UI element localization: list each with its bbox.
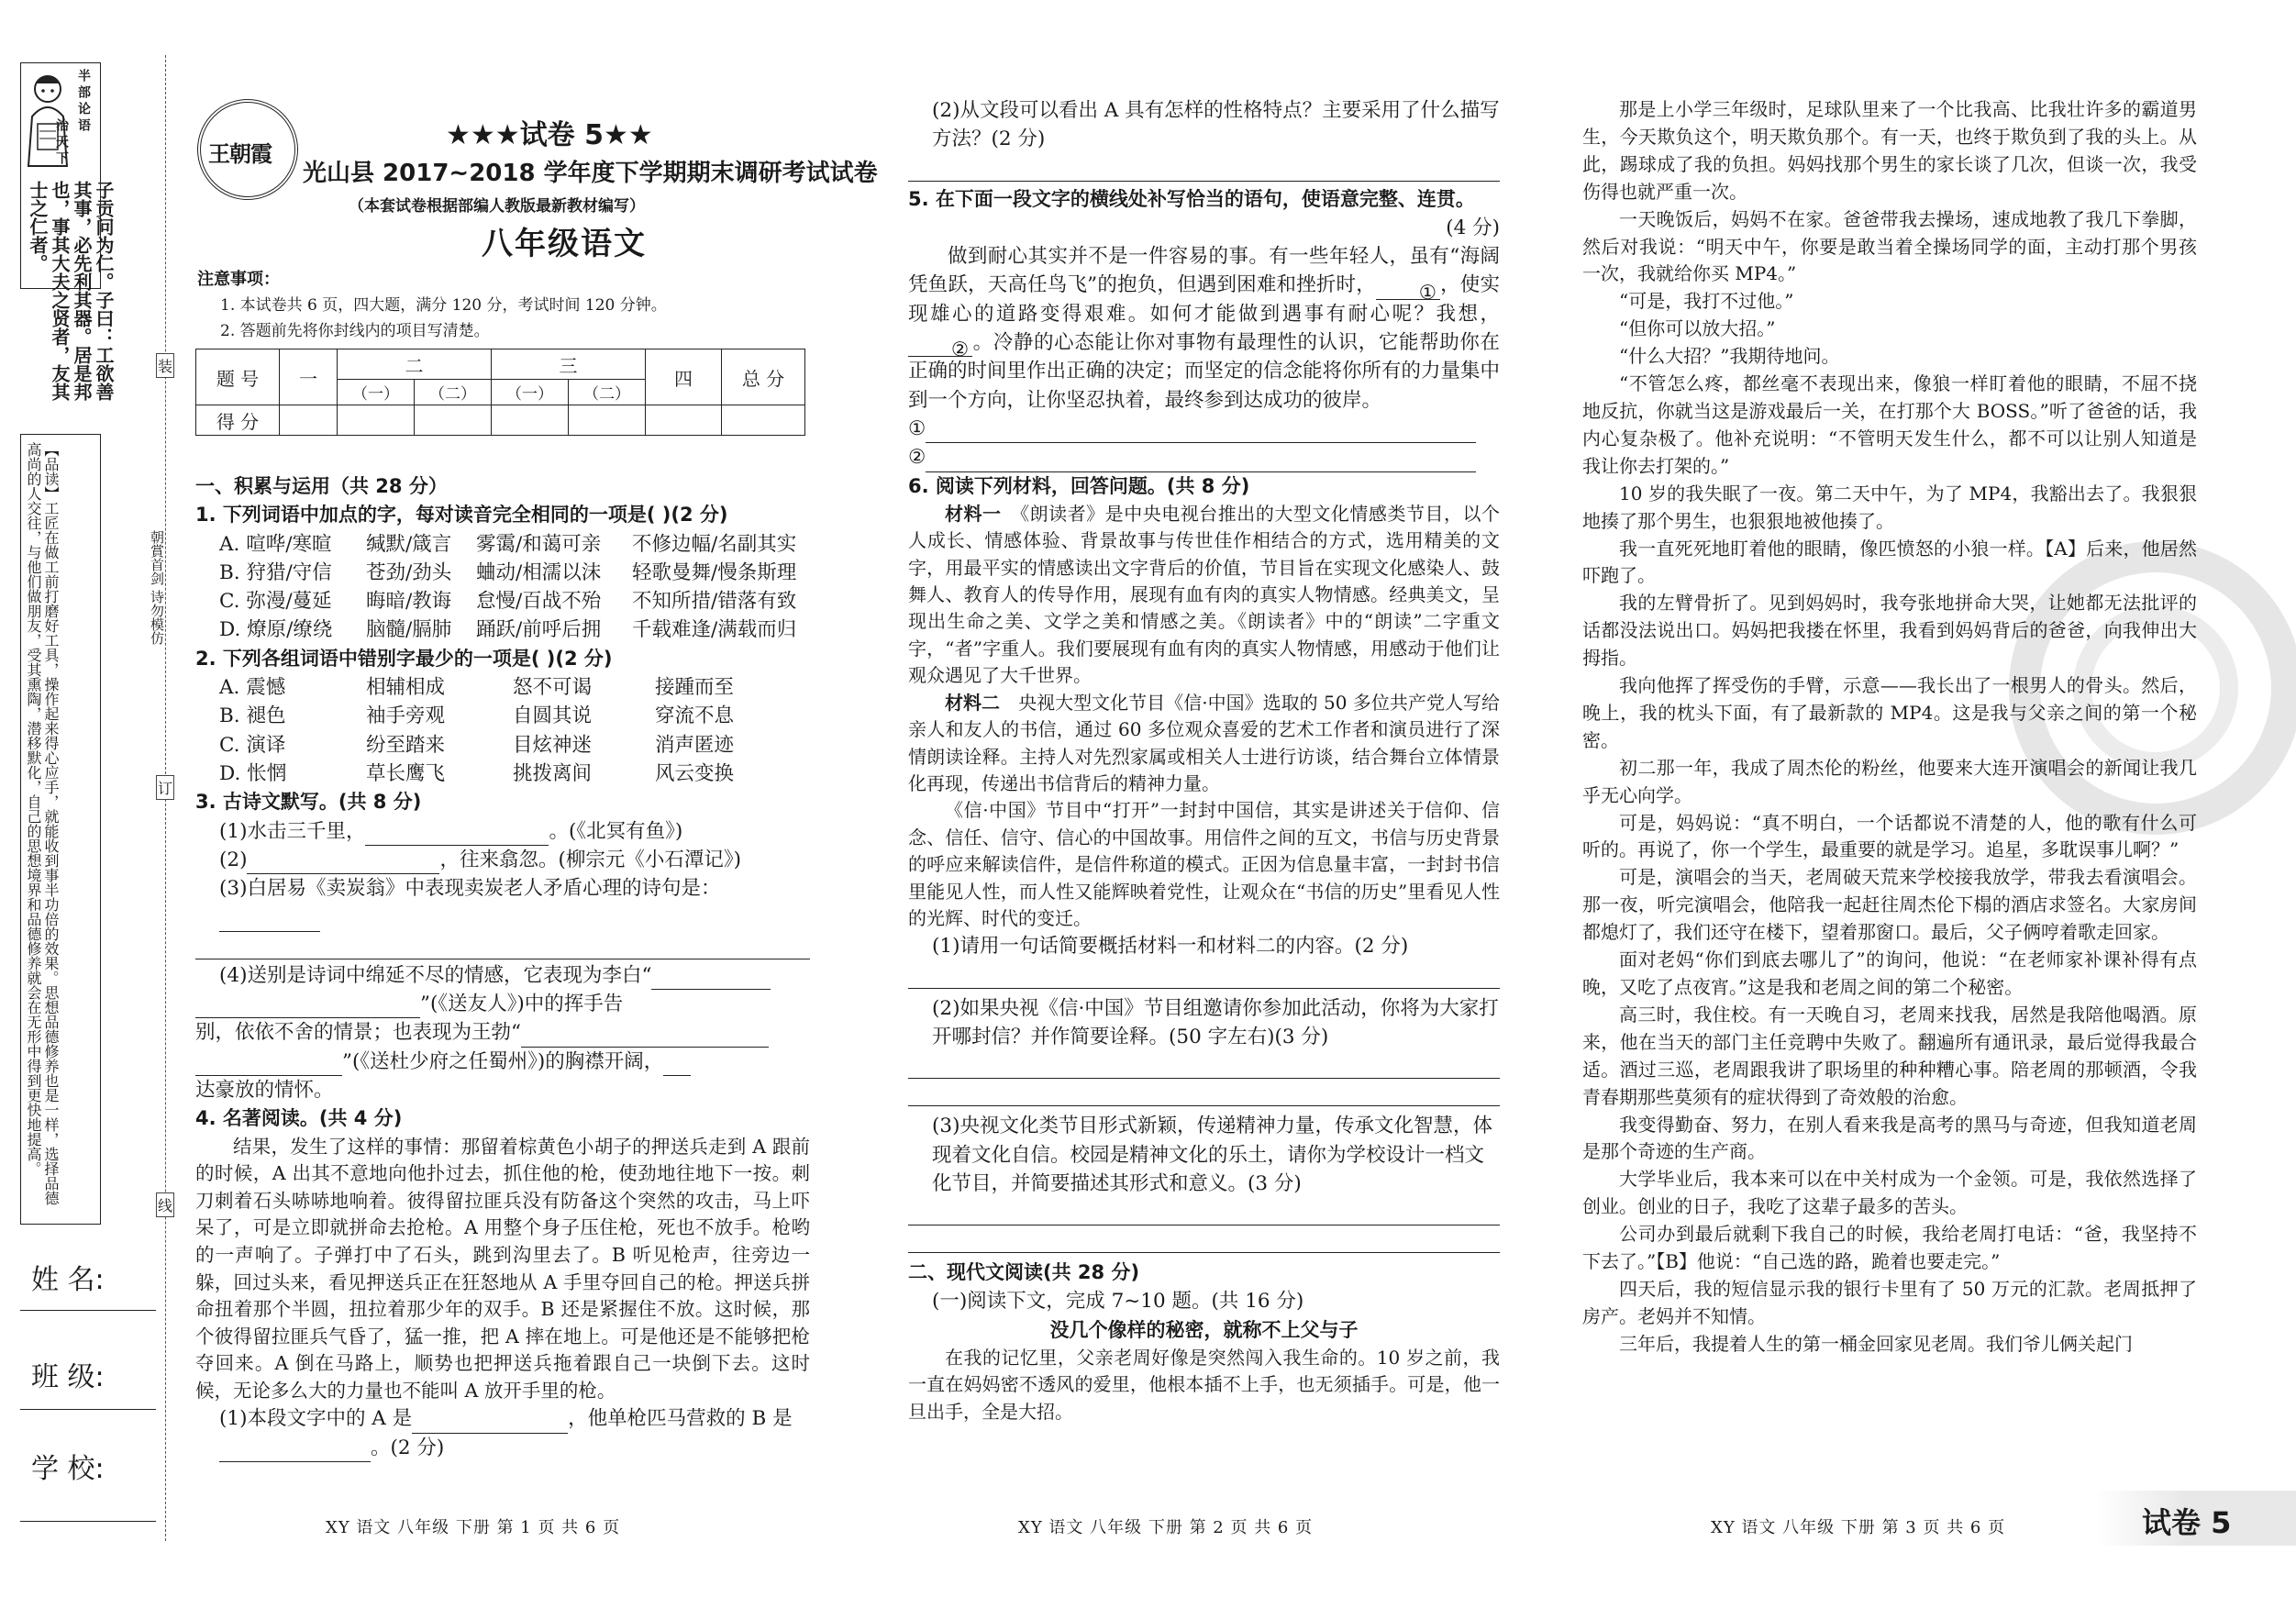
essay-paragraph: 在我的记忆里，父亲老周好像是突然闯入我生命的。10 岁之前，我一直在妈妈密不透风的爱里，他根本插不上手，也无须插手。可是，他一旦出手，全是大招。 xyxy=(908,1347,1500,1423)
class-field[interactable] xyxy=(20,1409,156,1410)
q5-text-1: 做到耐心其实并不是一件容易的事。有一些年轻人，虽有“海阔凭鱼跃，天高任鸟飞”的抱负，但遇到困难和挫折时， xyxy=(908,245,1500,297)
essay-paragraph: 10 岁的我失眠了一夜。第二天中午，为了 MP4，我豁出去了。我狠狠地揍了那个男生，也狠狠地被他揍了。 xyxy=(1582,482,2197,532)
q2-option-word: 相辅相成 xyxy=(366,676,446,700)
q4-1-text-b: ，他单枪匹马营救的 B 是 xyxy=(568,1407,793,1431)
essay-paragraph: 面对老妈“你们到底去哪儿了”的询问，他说：“在老师家补课补得有点晚，又吃了点夜宵。”这是我和老周之间的第二个秘密。 xyxy=(1582,948,2197,998)
q2-option-word: 纷至踏来 xyxy=(366,733,446,757)
q3-3 xyxy=(195,874,810,932)
q6-2: (2)如果央视《信·中国》节目组邀请你参加此活动，你将为大家打开哪封信？并作简要诠释。(50 字左右)(3 分) xyxy=(932,996,1499,1048)
score-cell[interactable] xyxy=(415,405,492,436)
q5-answer-1 xyxy=(908,415,1500,443)
q4-passage: 结果，发生了这样的事情：那留着棕黄色小胡子的押送兵走到 A 跟前的时候，A 出其不意地向他扑过去，抓住他的枪，使劲地往地下一按。刺刀刺着石头哧哧地响着。彼得留拉匪兵没有防备这个突然的攻击，马上吓呆了，可是立即就拼命去抢枪。A 用整个身子压住枪，死也不放手。枪哟的一声响了。子弹打中了石头，跳到沟里去了。B 听见枪声，往旁边一躲，回过头来，看见押送兵正在狂怒地从 A 手里夺回自己的枪。押送兵拼命扭着那个半圆，扭拉着那少年的双手。B 还是紧握住不放。这时候，那个彼得留拉匪兵气昏了，猛一推，把 A 摔在地上。可是他还是不能够把枪夺回来。A 倒在马路上，顺势也把押送兵拖着跟自己一块倒下去。这时候，无论多么大的力量也不能叫 A 放开手里的枪。 xyxy=(195,1135,810,1402)
q1-option-word: 不知所措/错落有致 xyxy=(632,590,797,614)
column-3 xyxy=(1582,96,2197,1359)
material-2-text: 央视大型文化节目《信·中国》选取的 50 多位共产党人写给亲人和友人的书信，通过 60 多位观众喜爱的艺术工作者和演员进行了深情朗读诠释。主持人对先烈家属或相关人士进行访谈，结合舞台立体情景化再现，传递出书信背后的精神力量。 xyxy=(908,691,1500,794)
motto-2: 治天下 xyxy=(54,118,69,168)
q3-2-source: ，往来翕忽。(柳宗元《小石潭记》) xyxy=(439,848,741,871)
q5-answer-2 xyxy=(908,443,1500,471)
q1-option-word: 雾霭/和蔼可亲 xyxy=(476,532,602,556)
subsection-1: (一)阅读下文，完成 7~10 题。(共 16 分) xyxy=(932,1290,1304,1314)
score-header-label: 题 号 xyxy=(196,349,280,405)
essay-paragraph: 一天晚饭后，妈妈不在家。爸爸带我去操场，速成地教了我几下拳脚，然后对我说：“明天中午，你要是敢当着全操场同学的面，主动打那个男孩一次，我就给你买 MP4。” xyxy=(1582,207,2197,285)
answer-blank[interactable] xyxy=(521,1026,769,1048)
q2-option[interactable]: C. 演译 xyxy=(219,733,286,757)
q1-option[interactable]: B. 狩猎/守信 xyxy=(219,560,332,584)
q6-stem: 6. 阅读下列材料，回答问题。(共 8 分) xyxy=(908,474,1250,497)
score-sub-2-2: （二） xyxy=(415,380,492,405)
class-label: 班 级: xyxy=(31,1361,105,1393)
essay-paragraph: 我的左臂骨折了。见到妈妈时，我夸张地拼命大哭，让她都无法批评的话都没法说出口。妈妈把我搂在怀里，我看到妈妈背后的爸爸，向我伸出大拇指。 xyxy=(1582,592,2197,670)
answer-blank[interactable] xyxy=(926,451,1476,472)
score-sub-2-1: （一） xyxy=(338,380,415,405)
paper-number xyxy=(446,112,653,152)
q2-option[interactable]: A. 震憾 xyxy=(219,676,286,700)
score-header-2: 二 xyxy=(338,349,492,380)
score-cell[interactable] xyxy=(569,405,646,436)
column-2 xyxy=(908,96,1500,1425)
score-header-4: 四 xyxy=(646,349,722,405)
q5-text-2: ，使实现雄心的道路变得艰难。如何才能做到遇事有耐心呢？我想， xyxy=(908,273,1500,326)
essay-paragraph: 大学毕业后，我本来可以在中关村成为一个金领。可是，我依然选择了创业。创业的日子，我吃了这辈子最多的苦头。 xyxy=(1582,1168,2197,1218)
binding-sidebar xyxy=(20,62,165,1539)
notice-title: 注意事项： xyxy=(197,270,280,289)
logo-text: 王朝霞 xyxy=(208,140,272,167)
q5-passage xyxy=(908,242,1500,415)
essay-paragraph: 高三时，我住校。有一天晚自习，老周来找我，居然是我陪他喝酒。原来，他在当天的部门主任竞聘中失败了。翻遍所有通讯录，最后觉得我最合适。酒过三巡，老周跟我讲了职场里的种种糟心事。陪老周的那顿酒，令我青春期那些莫须有的症状得到了奇效般的治愈。 xyxy=(1582,1003,2197,1108)
score-header-total: 总 分 xyxy=(722,349,805,405)
material-2 xyxy=(908,690,1500,798)
q4-1-text: (1)本段文字中的 A 是 xyxy=(219,1407,413,1431)
answer-blank[interactable] xyxy=(663,1055,691,1076)
q3-4 xyxy=(195,961,810,990)
q3-4-line5: 达豪放的情怀。 xyxy=(195,1078,334,1102)
answer-blank[interactable] xyxy=(195,1055,342,1076)
answer-line[interactable] xyxy=(908,1227,1500,1253)
essay-paragraph: 初二那一年，我成了周杰伦的粉丝，他要来大连开演唱会的新闻让我几乎无心向学。 xyxy=(1582,756,2197,806)
score-cell[interactable] xyxy=(646,405,722,436)
q3-4-text-c: 别，依依不舍的情景；也表现为王勃“ xyxy=(195,1021,521,1045)
notice-item-2: 2. 答题前先将你封线内的项目写清楚。 xyxy=(220,322,490,340)
q2-option-word: 草长鹰飞 xyxy=(366,761,446,785)
score-sub-3-2: （二） xyxy=(569,380,646,405)
essay-paragraph: “不管怎么疼，都丝毫不表现出来，像狼一样盯着他的眼睛，不屈不挠地反抗，你就当这是游戏最后一关，在打那个大 BOSS。”听了爸爸的话，我内心复杂极了。他补充说明：“不管明天发生什么，都不可以让别人知道是我让你去打架的。” xyxy=(1582,372,2197,477)
name-label: 姓 名: xyxy=(31,1264,105,1296)
answer-blank[interactable] xyxy=(247,853,439,874)
bind-mark-1: 装 xyxy=(156,353,174,378)
answer-blank[interactable] xyxy=(365,825,549,846)
essay-paragraph: “可是，我打不过他。” xyxy=(1619,290,1794,313)
answer-blank[interactable] xyxy=(651,969,771,990)
student-info xyxy=(20,1200,158,1567)
exam-note: （本套试卷根据部编人教版最新教材编写） xyxy=(349,197,645,216)
q1-option-word: 苍劲/劲头 xyxy=(366,560,452,584)
answer-line[interactable] xyxy=(908,1081,1500,1106)
q2-option-word: 风云变换 xyxy=(655,761,735,785)
subject-title: 八年级语文 xyxy=(482,226,647,262)
q3-1 xyxy=(195,817,810,846)
q1-option-word: 踊跃/前呼后拥 xyxy=(476,618,602,642)
q1-option[interactable]: C. 弥漫/蔓延 xyxy=(219,590,332,614)
q1-options xyxy=(195,530,810,645)
score-header-1: 一 xyxy=(280,349,338,405)
motto-1: 半部论语 xyxy=(76,69,91,135)
q6-3: (3)央视文化类节目形式新颖，传递精神力量，传承文化智慧，体现着文化自信。校园是精神文化的乐土，请你为学校设计一档文化节目，并简要描述其形式和意义。(3 分) xyxy=(932,1115,1492,1195)
essay-paragraph: 三年后，我提着人生的第一桶金回家见老周。我们爷儿俩关起门 xyxy=(1619,1332,2133,1355)
q3-1-text: (1)水击三千里， xyxy=(219,819,366,843)
q5-points: (4 分) xyxy=(1446,216,1500,239)
q2-option-word: 自圆其说 xyxy=(513,704,593,728)
q1-option[interactable]: A. 喧哗/寒暄 xyxy=(219,532,332,556)
q1-option[interactable]: D. 燎原/缭绕 xyxy=(219,618,333,642)
answer-blank[interactable] xyxy=(219,911,320,932)
bind-mark-2: 订 xyxy=(156,775,174,800)
q5-stem: 5. 在下面一段文字的横线处补写恰当的语句，使语意完整、连贯。 xyxy=(908,187,1475,210)
q2-option-word: 接踵而至 xyxy=(655,676,735,700)
page-footer-3: XY 语文 八年级 下册 第 3 页 共 6 页 xyxy=(1711,1518,2006,1537)
q2-option-word: 目炫神迷 xyxy=(513,733,593,757)
q1-option-word: 不修边幅/名副其实 xyxy=(632,532,797,556)
essay-paragraph: 我一直死死地盯着他的眼睛，像匹愤怒的小狼一样。【A】后来，他居然吓跑了。 xyxy=(1582,537,2197,587)
score-table xyxy=(195,349,805,436)
score-sub-3-1: （一） xyxy=(492,380,569,405)
q3-3-text: (3)白居易《卖炭翁》中表现卖炭老人矛盾心理的诗句是： xyxy=(219,877,721,901)
seal-text: 朝賞首剑 诗勿模仿 xyxy=(149,530,165,645)
score-row-label: 得 分 xyxy=(196,405,280,436)
q1-option-word: 晦暗/教诲 xyxy=(366,590,452,614)
q2-option[interactable]: D. 怅惘 xyxy=(219,761,287,785)
answer-line[interactable] xyxy=(908,1200,1500,1225)
school-field[interactable] xyxy=(20,1521,156,1522)
q3-4-text: (4)送别是诗词中绵延不尽的情感，它表现为李白“ xyxy=(219,963,652,987)
section-1-heading: 一、积累与运用（共 28 分） xyxy=(195,475,448,497)
q2-option-word: 穿流不息 xyxy=(655,704,735,728)
exam-title: 光山县 2017~2018 学年度下学期期末调研考试试卷 xyxy=(303,160,878,187)
essay-paragraph: 可是，妈妈说：“真不明白，一个话都说不清楚的人，他的歌有什么可听的。再说了，你一个学生，最重要的就是学习。追星，多耽误事儿啊？” xyxy=(1582,811,2197,861)
q5-answer-1-label: ① xyxy=(908,416,926,440)
q1-stem: 1. 下列词语中加点的字，每对读音完全相同的一项是( )(2 分) xyxy=(195,504,728,527)
answer-line[interactable] xyxy=(195,934,810,959)
q3-4-source-d: ”(《送杜少府之任蜀州》)的胸襟开阔， xyxy=(342,1049,664,1073)
quote-text: 子贡问为仁。子曰：工欲善其事，必先利其器。居是邦也，事其大夫之贤者，友其士之仁者。 xyxy=(27,181,115,401)
corner-label: 试卷 5 xyxy=(2142,1505,2232,1540)
answer-line[interactable] xyxy=(908,1053,1500,1079)
material-1 xyxy=(908,501,1500,690)
answer-line[interactable] xyxy=(908,963,1500,989)
essay-paragraph: 我变得勤奋、努力，在别人看来我是高考的黑马与奇迹，但我知道老周是那个奇迹的生产商。 xyxy=(1582,1113,2197,1163)
bind-mark-3: 线 xyxy=(156,1192,174,1217)
q2-stem: 2. 下列各组词语中错别字最少的一项是( )(2 分) xyxy=(195,647,613,670)
column-1 xyxy=(195,472,810,1462)
essay-paragraph: 可是，演唱会的当天，老周破天荒来学校接我放学，带我去看演唱会。那一夜，听完演唱会，他陪我一起赶往周杰伦下榻的酒店求签名。大家房间都熄灯了，我们还守在楼下，望着那窗口。最后，父子俩哼着歌走回家。 xyxy=(1582,866,2197,944)
q2-option-word: 消声匿迹 xyxy=(655,733,735,757)
q4-2: (2)从文段可以看出 A 具有怎样的性格特点？主要采用了什么描写方法？(2 分) xyxy=(932,99,1500,151)
essay-paragraph: “但你可以放大招。” xyxy=(1619,317,1776,340)
motto-box xyxy=(20,62,115,401)
notice-item-1: 1. 本试卷共 6 页，四大题，满分 120 分，考试时间 120 分钟。 xyxy=(220,296,667,315)
q4-stem: 4. 名著阅读。(共 4 分) xyxy=(195,1107,403,1130)
material-1-label: 材料一 xyxy=(945,502,1002,525)
q4-1-line2 xyxy=(195,1434,810,1462)
q3-4-source: ”(《送友人》)中的挥手告 xyxy=(420,993,624,1016)
score-cell[interactable] xyxy=(338,405,415,436)
q5-text-3: 。冷静的心态能让你对事物有最理性的认识，它能帮助你在正确的时间里作出正确的决定；而坚定的信念能将你所有的力量集中到一个方向，让你坚忍执着，最终参到达成功的彼岸。 xyxy=(908,331,1501,412)
score-cell[interactable] xyxy=(722,405,805,436)
q6-1: (1)请用一句话简要概括材料一和材料二的内容。(2 分) xyxy=(932,935,1409,959)
score-header-3: 三 xyxy=(492,349,646,380)
star-icon: ★★ xyxy=(604,119,653,151)
q2-option[interactable]: B. 褪色 xyxy=(219,704,286,728)
essay-title: 没几个像样的秘密，就称不上父与子 xyxy=(1049,1318,1359,1341)
star-icon: ★★★ xyxy=(446,119,520,151)
q5-answer-2-label: ② xyxy=(908,446,926,470)
q1-option-word: 缄默/箴言 xyxy=(366,532,452,556)
q4-1-pts: 。(2 分) xyxy=(371,1436,445,1459)
essay-paragraph: 那是上小学三年级时，足球队里来了一个比我高、比我壮许多的霸道男生，今天欺负这个，明天欺负那个。有一天，也终于欺负到了我的头上。从此，踢球成了我的负担。妈妈找那个男生的家长谈了几次，但谈一次，我受伤得也就严重一次。 xyxy=(1582,98,2197,203)
q3-stem: 3. 古诗文默写。(共 8 分) xyxy=(195,791,422,814)
material-2-label: 材料二 xyxy=(945,691,1001,714)
publisher-logo xyxy=(197,99,298,200)
q2-option-word: 挑拨离间 xyxy=(513,761,593,785)
q3-2-text: (2) xyxy=(219,848,248,871)
q4-1 xyxy=(195,1404,810,1433)
q2-option-word: 怒不可谒 xyxy=(513,676,593,700)
essay-paragraph: 四天后，我的短信显示我的银行卡里有了 50 万元的汇款。老周抵押了房产。老妈并不知情。 xyxy=(1582,1277,2197,1327)
page-footer-1: XY 语文 八年级 下册 第 1 页 共 6 页 xyxy=(326,1518,621,1537)
blank-1-label: ① xyxy=(1418,281,1437,305)
q3-4-line4 xyxy=(195,1048,810,1076)
blank-2[interactable] xyxy=(908,336,972,362)
score-cell[interactable] xyxy=(492,405,569,436)
q2-option-word: 袖手旁观 xyxy=(366,704,446,728)
corner-tab xyxy=(2096,1491,2296,1546)
school-label: 学 校: xyxy=(31,1453,105,1485)
paper-number-text: 试卷 5 xyxy=(519,119,605,151)
answer-blank[interactable] xyxy=(412,1413,568,1434)
material-1-text: 《朗读者》是中央电视台推出的大型文化情感类节目，以个人成长、情感体验、背景故事与传世佳作相结合的方式，选用精美的文字，用最平实的情感读出文字背后的价值，节目旨在实现文化感染人、鼓舞人、教育人的传导作用，展现有血有肉的真实人物情感。经典美文，呈现出生命之美、文学之美和情感之美。《朗读者》中的“朗读”二字重文字，“者”字重人。我们要展现有血有肉的真实人物情感，用感动于他们让观众遇见了大千世界。 xyxy=(908,502,1501,687)
answer-blank[interactable] xyxy=(926,422,1476,443)
blank-1[interactable] xyxy=(1376,279,1440,305)
q3-4-line3 xyxy=(195,1018,810,1047)
answer-blank[interactable] xyxy=(195,997,420,1018)
essay-paragraph: 我向他挥了挥受伤的手臂，示意——我长出了一根男人的骨头。然后，晚上，我的枕头下面，有了最新款的 MP4。这是我与父亲之间的第一个秘密。 xyxy=(1582,674,2197,751)
answer-line[interactable] xyxy=(908,156,1500,182)
q1-option-word: 怠慢/百战不殆 xyxy=(476,590,602,614)
essay-paragraph: “什么大招？”我期待地问。 xyxy=(1619,345,1840,368)
material-2b: 《信·中国》节目中“打开”一封封中国信，其实是讲述关于信仰、信念、信任、信守、信心的中国故事。用信件之间的互文，书信与历史背景的呼应来解读信件，是信件称道的模式。正因为信息量丰富，一封封书信里能见人性，而人性又能辉映着党性，让观众在“书信的历史”里看见人性的光辉、时代的变迁。 xyxy=(908,799,1500,929)
q1-option-word: 脑髓/膈肺 xyxy=(366,618,452,642)
q3-1-source: 。(《北冥有鱼》) xyxy=(549,819,683,843)
q3-2 xyxy=(195,846,810,874)
q3-4-line2 xyxy=(195,990,810,1018)
q1-option-word: 轻歌曼舞/慢条斯理 xyxy=(632,560,797,584)
page-footer-2: XY 语文 八年级 下册 第 2 页 共 6 页 xyxy=(1018,1518,1314,1537)
q1-option-word: 蛐动/相濡以沫 xyxy=(476,560,602,584)
reading-note: 【品读】工匠在做工前打磨好工具，操作起来得心应手，就能收到事半功倍的效果。思想品德修养也是一样，选择品德高尚的人交往，与他们做朋友，受其熏陶，潜移默化，自己的思想境界和品德修养就会在无形中得到更快地提高。 xyxy=(25,442,60,1205)
essay-paragraph: 公司办到最后就剩下我自己的时候，我给老周打电话：“爸，我坚持不下去了。”【B】他说：“自己选的路，跪着也要走完。” xyxy=(1582,1223,2197,1273)
answer-blank[interactable] xyxy=(219,1441,371,1462)
reading-note-box xyxy=(20,434,101,1225)
name-field[interactable] xyxy=(20,1310,156,1311)
blank-2-label: ② xyxy=(950,338,970,362)
section-2-heading: 二、现代文阅读(共 28 分) xyxy=(908,1261,1140,1284)
q2-options xyxy=(195,673,810,788)
score-cell[interactable] xyxy=(280,405,338,436)
q1-option-word: 千载难逢/满载而归 xyxy=(632,618,797,642)
